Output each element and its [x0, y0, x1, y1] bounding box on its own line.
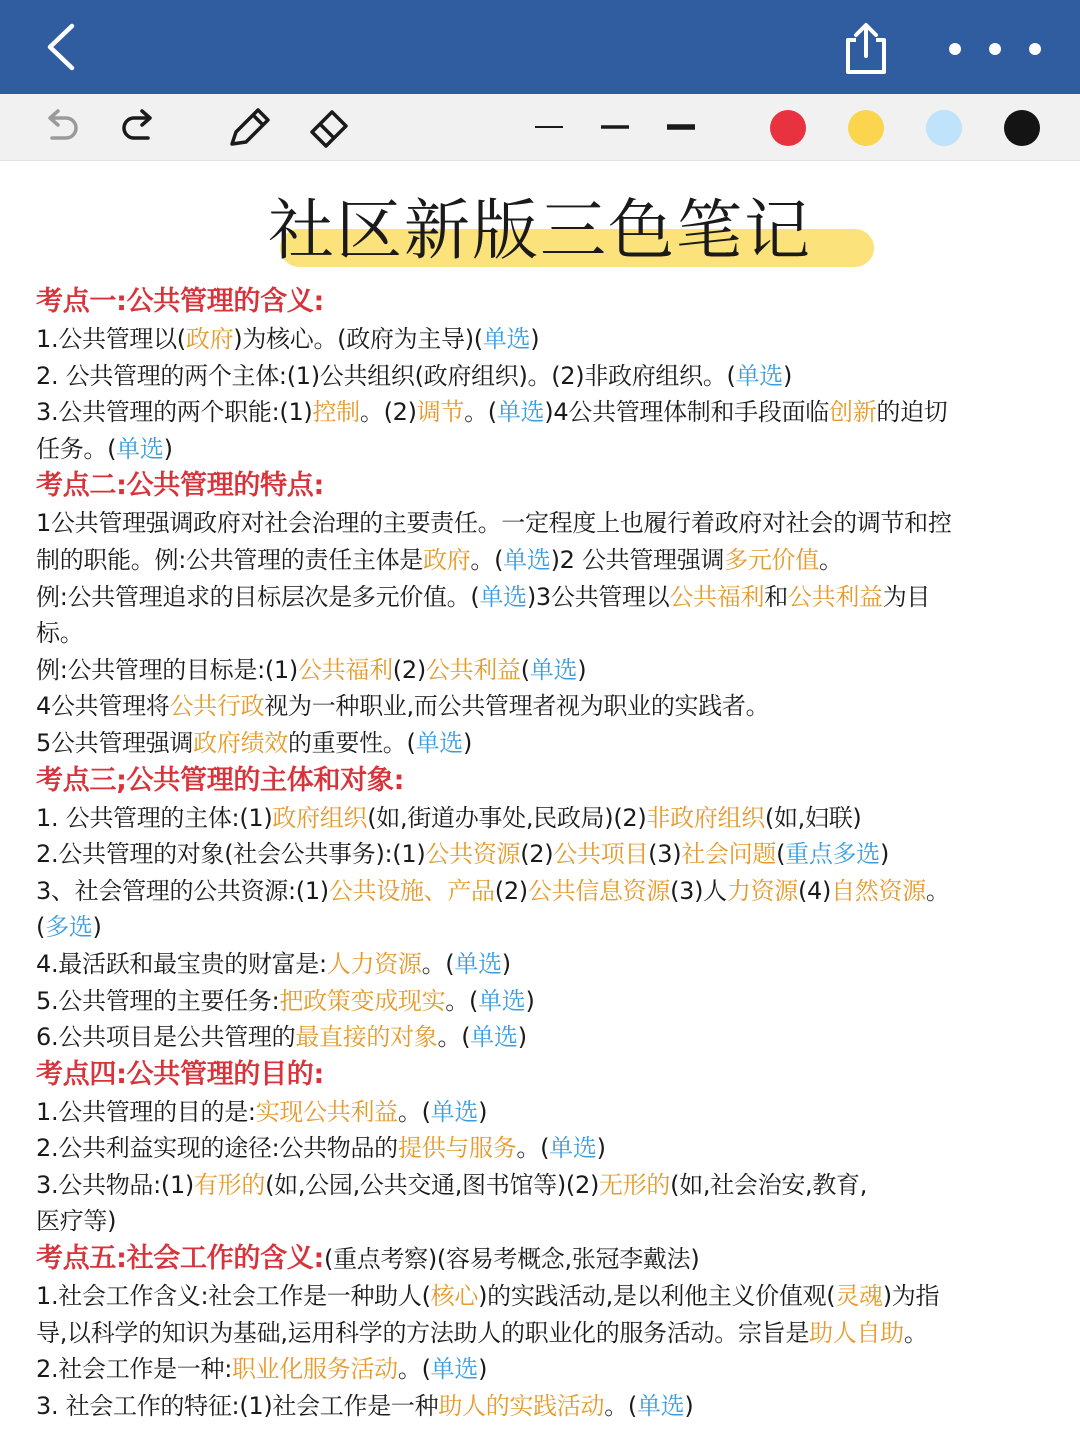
note-text: )	[596, 1134, 606, 1163]
note-text: 1.社会工作含义:社会工作是一种助人(	[36, 1282, 431, 1311]
note-text: )	[92, 913, 102, 942]
keyword-orange: 职业化服务活动	[231, 1355, 398, 1384]
keyword-orange: 调节	[416, 398, 465, 427]
tag-blue: 多选	[45, 913, 93, 942]
note-text: 和	[764, 582, 788, 611]
note-line	[36, 431, 1044, 468]
keyword-orange: 公共福利	[669, 582, 765, 611]
keyword-orange: 控制	[312, 398, 360, 427]
section-heading	[36, 467, 1044, 505]
note-line	[36, 1315, 1044, 1352]
note-text: (4)	[797, 876, 832, 905]
keyword-orange: 力资源	[726, 876, 798, 905]
keyword-orange: 实现公共利益	[255, 1097, 398, 1126]
tag-blue: 单选	[470, 1023, 518, 1052]
note-text: 。(2)	[359, 398, 417, 427]
note-text: 考点三;公共管理的主体和对象:	[36, 764, 405, 796]
note-text: 的迫切	[876, 398, 948, 427]
keyword-orange: 政府	[423, 545, 471, 574]
note-text: 为目	[882, 582, 931, 611]
note-text: )	[478, 1097, 488, 1126]
note-text: )	[879, 840, 890, 869]
keyword-orange: 自然资源	[831, 876, 926, 905]
pencil-icon[interactable]	[224, 104, 274, 150]
note-text: 。(	[437, 1023, 471, 1052]
keyword-orange: 最直接的对象	[295, 1023, 438, 1052]
note-text: 。(	[464, 398, 497, 427]
more-dots-icon[interactable]	[940, 34, 1050, 64]
note-text: 1.公共管理以(	[36, 325, 186, 353]
note-text: 4公共管理将	[36, 692, 170, 721]
tag-blue: 单选	[636, 1391, 685, 1420]
note-line	[36, 800, 1044, 837]
pen-toolbar	[0, 94, 1080, 161]
keyword-orange: 政府绩效	[193, 728, 288, 757]
note-line	[36, 946, 1044, 983]
notes-body	[36, 283, 1044, 1424]
tag-blue: 单选	[415, 728, 463, 757]
note-line	[36, 1019, 1044, 1056]
note-text: )为核心。(政府为主导)(	[233, 325, 483, 353]
note-text: )2 公共管理强调	[550, 545, 725, 574]
note-page	[0, 191, 1080, 1424]
note-text: 3. 社会工作的特征:(1)社会工作是一种	[36, 1391, 439, 1420]
note-text: (2)	[392, 655, 426, 684]
note-line	[36, 1094, 1044, 1131]
keyword-orange: 非政府组织	[646, 803, 765, 832]
section-heading	[36, 283, 1044, 321]
redo-icon[interactable]	[116, 104, 160, 150]
note-text: 2.公共管理的对象(社会公共事务):(1)	[36, 840, 426, 869]
tag-blue: 单选	[454, 949, 502, 978]
note-text: 4.最活跃和最宝贵的财富是:	[36, 949, 327, 978]
page-title: 社区新版三色笔记	[268, 192, 812, 269]
note-text: 2. 公共管理的两个主体:(1)公共组织(政府组织)。(2)非政府组织。(	[36, 361, 736, 390]
section-heading	[36, 1056, 1044, 1094]
color-black-swatch[interactable]	[1004, 110, 1040, 146]
note-text: 。	[818, 545, 843, 574]
note-line	[36, 321, 1044, 358]
undo-icon[interactable]	[40, 104, 84, 150]
eraser-icon[interactable]	[304, 104, 354, 150]
tag-blue: 单选	[430, 1097, 479, 1126]
keyword-orange: 公共利益	[425, 655, 521, 684]
keyword-orange: 人力资源	[326, 949, 422, 978]
note-line	[36, 983, 1044, 1020]
note-text: 5.公共管理的主要任务:	[36, 986, 280, 1015]
keyword-orange: 多元价值	[724, 545, 819, 574]
note-text: (如,街道办事处,民政局)(2)	[367, 803, 647, 832]
note-line	[36, 615, 1044, 652]
keyword-orange: 公共项目	[553, 840, 649, 869]
note-text: (3)	[648, 840, 682, 869]
tag-blue: 单选	[478, 986, 526, 1015]
note-line	[36, 1130, 1044, 1167]
chevron-left-icon[interactable]	[38, 20, 88, 74]
note-text: 医疗等)	[36, 1207, 117, 1236]
note-text: 例:公共管理追求的目标层次是多元价值。(	[36, 582, 480, 611]
note-text: (	[776, 840, 786, 869]
note-text: 。(	[397, 1097, 431, 1126]
note-line	[36, 579, 1044, 616]
tag-blue: 单选	[430, 1355, 479, 1384]
note-text: )的实践活动,是以利他主义价值观(	[478, 1282, 836, 1311]
note-text: 3、社会管理的公共资源:(1)	[36, 876, 329, 905]
note-text: 。(	[421, 949, 455, 978]
note-text: 。(	[397, 1355, 431, 1384]
tag-blue: 单选	[549, 1134, 597, 1163]
color-yellow-swatch[interactable]	[848, 110, 884, 146]
color-light-blue-swatch[interactable]	[926, 110, 962, 146]
note-text: )	[684, 1391, 694, 1420]
note-text: )为指	[882, 1282, 940, 1311]
note-text: )	[517, 1023, 527, 1052]
note-text: (2)	[494, 876, 528, 905]
note-text: 1. 公共管理的主体:(1)	[36, 803, 273, 832]
note-text: (3)人	[670, 876, 727, 905]
keyword-orange: 创新	[829, 398, 877, 427]
note-text: 。(	[470, 545, 504, 574]
note-text: 考点五:社会工作的含义:	[36, 1243, 324, 1275]
keyword-orange: 政府组织	[272, 803, 368, 832]
note-line	[36, 394, 1044, 431]
thick-stroke-icon[interactable]	[664, 104, 698, 150]
note-text: 考点一:公共管理的含义:	[36, 286, 324, 317]
keyword-orange: 核心	[430, 1282, 479, 1311]
keyword-orange: 无形的	[599, 1170, 671, 1199]
note-line	[36, 505, 1044, 542]
note-line	[36, 1351, 1044, 1388]
note-text: 6.公共项目是公共管理的	[36, 1023, 296, 1052]
keyword-orange: 公共行政	[169, 692, 265, 721]
section-heading	[36, 1240, 1044, 1278]
note-text: (如,公园,公共交通,图书馆等)(2)	[265, 1170, 600, 1199]
note-text: )	[530, 325, 540, 353]
note-line	[36, 836, 1044, 873]
keyword-orange: 灵魂	[835, 1282, 883, 1311]
color-red-swatch[interactable]	[770, 110, 806, 146]
note-text: )	[478, 1355, 488, 1384]
note-line	[36, 725, 1044, 762]
keyword-orange: 公共福利	[297, 655, 393, 684]
note-text: 。	[925, 876, 950, 905]
medium-stroke-icon[interactable]	[598, 104, 632, 150]
note-text: (如,妇联)	[764, 803, 862, 832]
note-text: 2.公共利益实现的途径:公共物品的	[36, 1134, 398, 1163]
note-text: )	[577, 655, 587, 684]
note-line	[36, 652, 1044, 689]
keyword-orange: 把政策变成现实	[279, 986, 446, 1015]
keyword-orange: 有形的	[193, 1170, 266, 1199]
note-text: 1.公共管理的目的是:	[36, 1097, 256, 1126]
note-text: (	[520, 655, 530, 684]
note-text: )	[501, 949, 511, 978]
note-text: 5公共管理强调	[36, 728, 194, 757]
note-text: (重点考察)(容易考概念,张冠李戴法)	[324, 1245, 700, 1274]
note-text: )	[462, 728, 473, 757]
note-text: 制的职能。例:公共管理的责任主体是	[36, 545, 423, 574]
keyword-orange: 助人自助	[809, 1318, 904, 1347]
tag-blue: 单选	[116, 434, 164, 463]
keyword-orange: 助人的实践活动	[438, 1391, 605, 1420]
note-text: (如,社会治安,教育,	[670, 1170, 868, 1199]
note-line	[36, 542, 1044, 579]
tag-blue: 单选	[503, 545, 551, 574]
keyword-orange: 公共设施、产品	[328, 876, 495, 905]
note-text: 。(	[445, 986, 479, 1015]
note-text: 导,以科学的知识为基础,运用科学的方法助人的职业化的服务活动。宗旨是	[36, 1318, 810, 1347]
note-line	[36, 1388, 1044, 1425]
note-line	[36, 688, 1044, 725]
note-text: 任务。(	[36, 434, 117, 463]
note-text: 。	[903, 1318, 928, 1347]
note-text: )3公共管理以	[526, 582, 670, 611]
tag-blue: 单选	[735, 361, 784, 390]
note-text: (2)	[520, 840, 554, 869]
share-icon[interactable]	[840, 20, 892, 76]
tag-blue: 单选	[482, 325, 531, 353]
note-line	[36, 909, 1044, 946]
note-text: 2.社会工作是一种:	[36, 1355, 232, 1384]
note-text: 3.公共物品:(1)	[36, 1170, 194, 1199]
keyword-orange: 政府	[185, 325, 234, 353]
note-text: 3.公共管理的两个职能:(1)	[36, 398, 313, 427]
note-text: 例:公共管理的目标是:(1)	[36, 655, 298, 684]
note-text: )	[163, 434, 173, 463]
top-app-bar	[0, 0, 1080, 94]
keyword-orange: 提供与服务	[397, 1134, 517, 1163]
keyword-orange: 公共利益	[787, 582, 883, 611]
note-text: 考点二:公共管理的特点:	[36, 470, 324, 502]
tag-blue: 重点多选	[785, 840, 880, 869]
note-line	[36, 1203, 1044, 1240]
keyword-orange: 社会问题	[681, 840, 777, 869]
keyword-orange: 公共信息资源	[527, 876, 671, 905]
thin-stroke-icon[interactable]	[532, 104, 566, 150]
section-heading	[36, 762, 1044, 800]
note-line	[36, 358, 1044, 395]
note-text: 视为一种职业,而公共管理者视为职业的实践者。	[264, 692, 770, 721]
note-text: 的重要性。(	[287, 728, 416, 757]
note-text: 1公共管理强调政府对社会治理的主要责任。一定程度上也履行着政府对社会的调节和控	[36, 509, 952, 538]
note-line	[36, 873, 1044, 910]
keyword-orange: 公共资源	[425, 840, 521, 869]
note-text: )	[783, 361, 793, 390]
note-text: (	[36, 913, 46, 942]
tag-blue: 单选	[479, 582, 527, 611]
note-text: )4公共管理体制和手段面临	[544, 398, 829, 427]
note-text: 。(	[604, 1391, 637, 1420]
note-text: 考点四:公共管理的目的:	[36, 1058, 324, 1090]
note-text: )	[525, 986, 535, 1015]
note-line	[36, 1167, 1044, 1204]
tag-blue: 单选	[496, 398, 545, 427]
note-text: 。(	[516, 1134, 550, 1163]
tag-blue: 单选	[529, 655, 578, 684]
note-line	[36, 1278, 1044, 1315]
note-text: 标。	[36, 619, 84, 648]
title-block	[36, 191, 1044, 277]
